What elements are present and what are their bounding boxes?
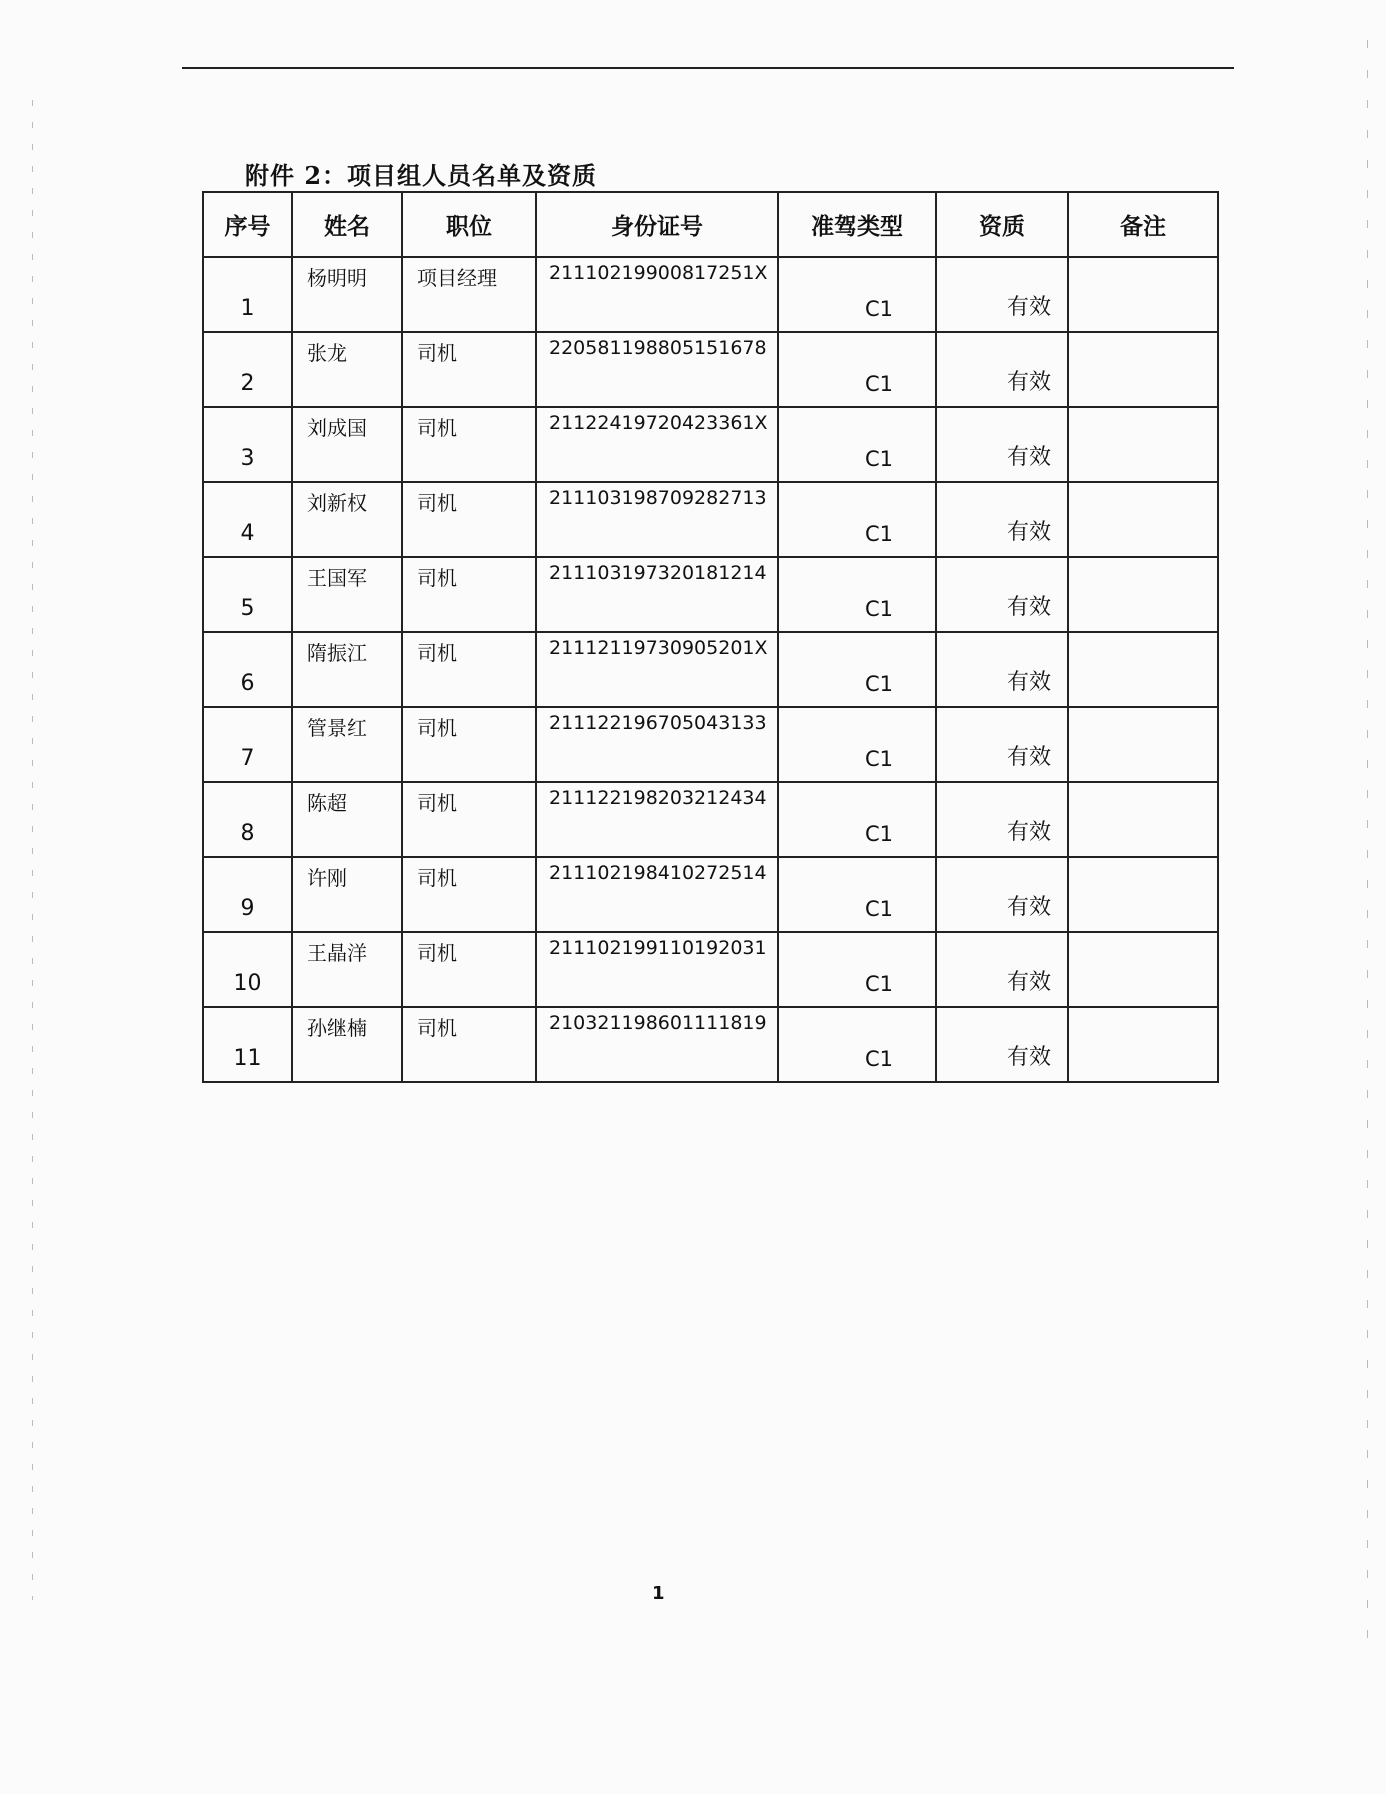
cell-remark: [1068, 857, 1218, 932]
cell-no: 6: [203, 632, 292, 707]
cell-id-number: 211103197320181214: [536, 557, 778, 632]
cell-id-number: 210321198601111819: [536, 1007, 778, 1082]
cell-no: 3: [203, 407, 292, 482]
cell-name: 隋振江: [292, 632, 402, 707]
cell-qualification: 有效: [936, 332, 1068, 407]
cell-license-type: C1: [778, 932, 936, 1007]
header-name: 姓名: [292, 192, 402, 257]
cell-remark: [1068, 482, 1218, 557]
cell-license-type: C1: [778, 257, 936, 332]
staff-table: [202, 191, 1219, 1083]
cell-name: 刘成国: [292, 407, 402, 482]
table-header-row: [203, 192, 1218, 257]
cell-position: 司机: [402, 782, 536, 857]
cell-name: 王国军: [292, 557, 402, 632]
header-license-type: 准驾类型: [778, 192, 936, 257]
cell-id-number: 211102199110192031: [536, 932, 778, 1007]
cell-name: 许刚: [292, 857, 402, 932]
cell-qualification: 有效: [936, 257, 1068, 332]
cell-no: 9: [203, 857, 292, 932]
cell-license-type: C1: [778, 407, 936, 482]
cell-qualification: 有效: [936, 857, 1068, 932]
scan-margin-artifact: [1367, 40, 1368, 1640]
cell-license-type: C1: [778, 707, 936, 782]
table-row: [203, 782, 1218, 857]
cell-name: 管景红: [292, 707, 402, 782]
cell-name: 陈超: [292, 782, 402, 857]
cell-position: 司机: [402, 632, 536, 707]
cell-remark: [1068, 332, 1218, 407]
table-row: [203, 257, 1218, 332]
cell-remark: [1068, 257, 1218, 332]
cell-qualification: 有效: [936, 1007, 1068, 1082]
header-id-number: 身份证号: [536, 192, 778, 257]
cell-id-number: 211103198709282713: [536, 482, 778, 557]
cell-position: 司机: [402, 1007, 536, 1082]
cell-remark: [1068, 782, 1218, 857]
cell-position: 司机: [402, 482, 536, 557]
table-row: [203, 482, 1218, 557]
cell-no: 1: [203, 257, 292, 332]
cell-no: 2: [203, 332, 292, 407]
cell-name: 孙继楠: [292, 1007, 402, 1082]
cell-id-number: 211122198203212434: [536, 782, 778, 857]
cell-position: 司机: [402, 707, 536, 782]
cell-qualification: 有效: [936, 707, 1068, 782]
cell-remark: [1068, 632, 1218, 707]
cell-no: 4: [203, 482, 292, 557]
cell-name: 张龙: [292, 332, 402, 407]
cell-id-number: 211122196705043133: [536, 707, 778, 782]
cell-id-number: 211102198410272514: [536, 857, 778, 932]
cell-qualification: 有效: [936, 632, 1068, 707]
table-row: [203, 632, 1218, 707]
cell-license-type: C1: [778, 332, 936, 407]
cell-qualification: 有效: [936, 782, 1068, 857]
cell-qualification: 有效: [936, 557, 1068, 632]
cell-position: 司机: [402, 557, 536, 632]
cell-qualification: 有效: [936, 407, 1068, 482]
cell-license-type: C1: [778, 557, 936, 632]
table-row: [203, 557, 1218, 632]
cell-position: 司机: [402, 857, 536, 932]
cell-no: 10: [203, 932, 292, 1007]
cell-position: 司机: [402, 932, 536, 1007]
cell-name: 王晶洋: [292, 932, 402, 1007]
cell-id-number: 21112119730905201X: [536, 632, 778, 707]
cell-no: 7: [203, 707, 292, 782]
page-number: 1: [652, 1583, 665, 1604]
cell-remark: [1068, 407, 1218, 482]
cell-no: 11: [203, 1007, 292, 1082]
document-title: 附件 2：项目组人员名单及资质: [245, 161, 598, 190]
cell-position: 司机: [402, 332, 536, 407]
cell-qualification: 有效: [936, 932, 1068, 1007]
scan-margin-artifact: [32, 100, 33, 1600]
cell-qualification: 有效: [936, 482, 1068, 557]
cell-no: 5: [203, 557, 292, 632]
cell-id-number: 21122419720423361X: [536, 407, 778, 482]
cell-id-number: 220581198805151678: [536, 332, 778, 407]
cell-remark: [1068, 707, 1218, 782]
cell-no: 8: [203, 782, 292, 857]
header-qualification: 资质: [936, 192, 1068, 257]
cell-position: 项目经理: [402, 257, 536, 332]
cell-license-type: C1: [778, 482, 936, 557]
cell-remark: [1068, 557, 1218, 632]
table-row: [203, 332, 1218, 407]
table-row: [203, 707, 1218, 782]
header-position: 职位: [402, 192, 536, 257]
cell-remark: [1068, 932, 1218, 1007]
header-remark: 备注: [1068, 192, 1218, 257]
cell-license-type: C1: [778, 857, 936, 932]
table-row: [203, 407, 1218, 482]
cell-license-type: C1: [778, 632, 936, 707]
cell-license-type: C1: [778, 782, 936, 857]
cell-position: 司机: [402, 407, 536, 482]
table-row: [203, 932, 1218, 1007]
cell-license-type: C1: [778, 1007, 936, 1082]
cell-id-number: 21110219900817251X: [536, 257, 778, 332]
table-row: [203, 1007, 1218, 1082]
header-no: 序号: [203, 192, 292, 257]
cell-name: 刘新权: [292, 482, 402, 557]
cell-name: 杨明明: [292, 257, 402, 332]
table-row: [203, 857, 1218, 932]
cell-remark: [1068, 1007, 1218, 1082]
header-rule: [182, 67, 1234, 69]
